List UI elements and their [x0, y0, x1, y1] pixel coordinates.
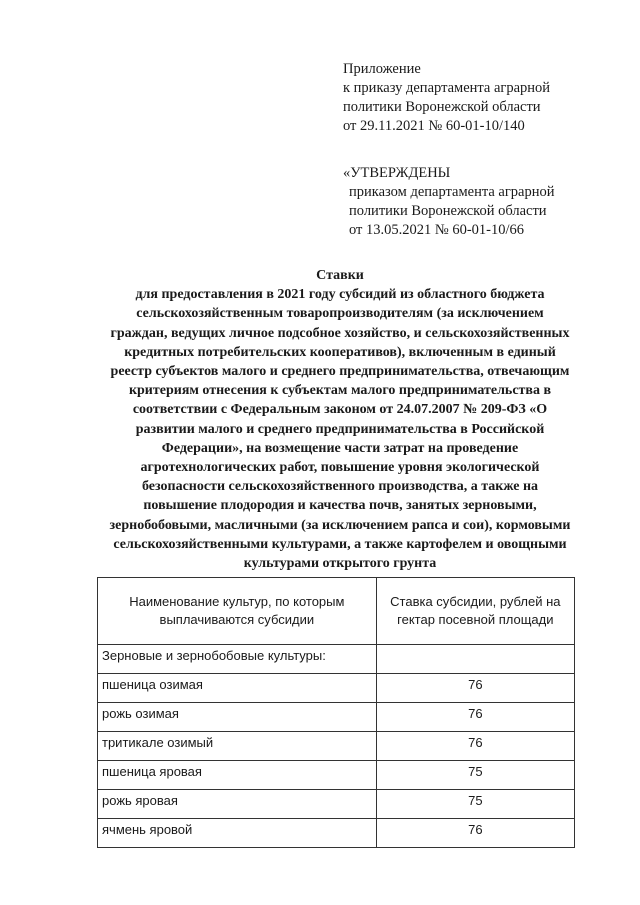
header-subsidy-rate-line: Ставка субсидии, рублей на — [390, 594, 561, 609]
crop-rate: 76 — [376, 819, 574, 848]
appendix-line: от 29.11.2021 № 60-01-10/140 — [343, 118, 525, 134]
group-label: Зерновые и зернобобовые культуры: — [98, 645, 377, 674]
crop-rate: 75 — [376, 790, 574, 819]
title-line: соответствии с Федеральным законом от 24.07.2007 № 209-ФЗ «О — [132, 402, 548, 418]
crop-name: тритикале озимый — [98, 732, 377, 761]
group-rate-cell — [376, 645, 574, 674]
approved-line: политики Воронежской области — [349, 203, 547, 219]
title-line: агротехнологических работ, повышение уровня экологической — [140, 460, 540, 476]
appendix-line: политики Воронежской области — [343, 99, 541, 115]
crop-name: ячмень яровой — [98, 819, 377, 848]
title-line: сельскохозяйственными культурами, а также картофелем и овощными — [113, 536, 567, 552]
title-line: культурами открытого грунта — [243, 556, 437, 572]
table-row — [98, 703, 575, 732]
table-row — [98, 819, 575, 848]
document-title — [80, 266, 600, 573]
title-line: критериям отнесения к субъектам малого предпринимательства в — [128, 383, 552, 399]
approved-line: приказом департамента аграрной — [349, 184, 555, 200]
crop-name: рожь озимая — [98, 703, 377, 732]
title-heading: Ставки — [316, 268, 364, 283]
table-row — [98, 732, 575, 761]
crop-rate: 76 — [376, 674, 574, 703]
title-line: повышение плодородия и качества почв, занятых зерновыми, — [143, 498, 537, 514]
crop-name: рожь яровая — [98, 790, 377, 819]
title-line: зернобобовыми, масличными (за исключением рапса и сои), кормовыми — [109, 517, 571, 533]
approved-line: «УТВЕРЖДЕНЫ — [343, 165, 451, 181]
header-subsidy-rate — [376, 578, 574, 645]
title-line: безопасности сельскохозяйственного производства, а также на — [141, 479, 539, 495]
crop-rate: 76 — [376, 732, 574, 761]
header-crop-name-line: Наименование культур, по которым — [129, 594, 345, 609]
crop-rate: 75 — [376, 761, 574, 790]
appendix-line: к приказу департамента аграрной — [343, 80, 551, 96]
title-line: Федерации», на возмещение части затрат на проведение — [161, 440, 519, 456]
header-subsidy-rate-line: гектар посевной площади — [397, 612, 554, 627]
title-line: кредитных потребительских кооперативов), включенным в единый — [124, 344, 556, 360]
table-row — [98, 761, 575, 790]
approved-block — [343, 164, 555, 240]
title-line: реестр субъектов малого и среднего предпринимательства, отвечающим — [110, 364, 570, 380]
table-row — [98, 790, 575, 819]
table-row — [98, 674, 575, 703]
title-line: развитии малого и среднего предпринимательства в Российской — [135, 421, 545, 437]
crop-rate: 76 — [376, 703, 574, 732]
approved-line: от 13.05.2021 № 60-01-10/66 — [349, 222, 525, 238]
title-line: сельскохозяйственным товаропроизводителям (за исключением — [136, 306, 544, 322]
appendix-block — [343, 60, 550, 136]
title-line: для предоставления в 2021 году субсидий из областного бюджета — [135, 287, 545, 303]
title-line: граждан, ведущих личное подсобное хозяйство, и сельскохозяйственных — [110, 325, 570, 341]
table-group-row — [98, 645, 575, 674]
header-crop-name-line: выплачиваются субсидии — [159, 612, 315, 627]
crop-name: пшеница озимая — [98, 674, 377, 703]
subsidy-rates-table — [97, 577, 575, 848]
crop-name: пшеница яровая — [98, 761, 377, 790]
header-crop-name — [98, 578, 377, 645]
table-header-row — [98, 578, 575, 645]
appendix-line: Приложение — [343, 61, 421, 77]
